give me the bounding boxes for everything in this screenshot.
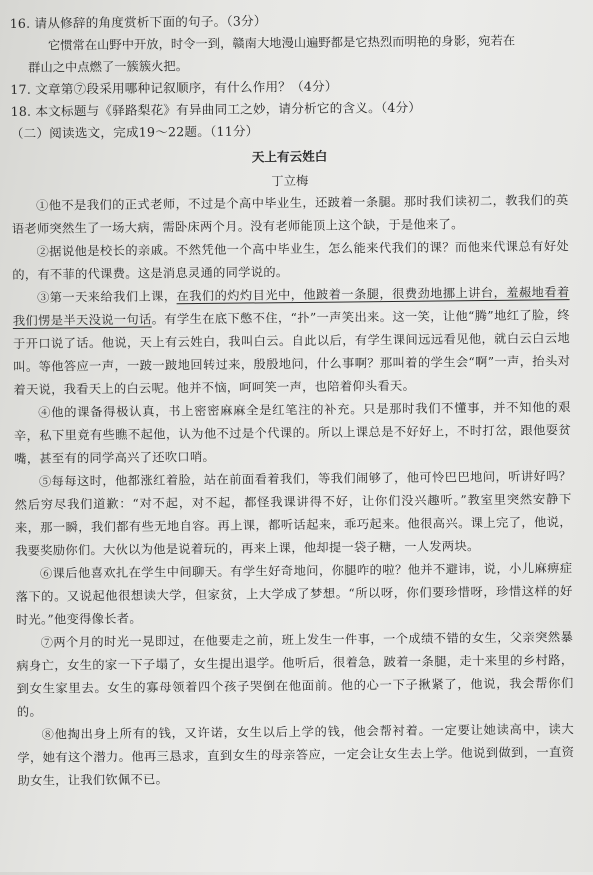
paragraph-8: ⑧他掏出身上所有的钱，又许诺，女生以后上学的钱，他会帮衬着。一定要让她读高中，读大学，她有这个潜力。他再三恳求，直到女生的母亲答应，一定会让女生去上学。他说到做到，一直资助女生，让我们钦佩不已。 xyxy=(17,722,575,788)
reading-section-header: （二）阅读选文，完成19～22题。（11分） xyxy=(10,123,259,141)
paragraph-3-start: ③第一天来给我们上课， xyxy=(36,289,177,305)
paragraph-3 xyxy=(12,281,570,402)
paragraph-1: ①他不是我们的正式老师，不过是个高中毕业生，还跛着一条腿。那时我们读初二，教我们的英语老师突然生了一场大病，需卧床两个月。没有老师能顶上这个缺，于是他来了。 xyxy=(11,193,569,236)
paragraph-5: ⑤每每这时，他都涨红着脸，站在前面看着我们，等我们闹够了，他可怜巴巴地问，听讲好吗？然后穷尽我们道歉：“对不起，对不起，都怪我课讲得不好，让你们没兴趣听。”教室里突然安静下来，那一瞬，我们都有些无地自容。再上课，都听话起来，乖巧起来。他很高兴。课上完了，他说，我要奖励你们。大伙以为他是说着玩的，再来上课，他却提一袋子糖，一人发两块。 xyxy=(14,469,572,558)
question-18: 18. 本文标题与《驿路梨花》有异曲同工之妙，请分析它的含义。（4分） xyxy=(10,99,422,119)
article-author: 丁立梅 xyxy=(271,173,309,189)
question-16-quote-line-1: 它惯常在山野中开放，时令一到，赣南大地漫山遍野都是它热烈而明艳的身影，宛若在 xyxy=(47,33,516,53)
underlined-sentence: 在我们的灼灼目光中，他跛着一条腿，很费劲地挪上讲台，羞赧地看着我们愣是半天没说一句话 xyxy=(12,285,570,328)
paragraph-6: ⑥课后他喜欢扎在学生中间聊天。有学生好奇地问，你腿咋的啦？他并不避讳，说，小儿麻痹症落下的。又说起他很想读大学，但家贫，上大学成了梦想。“所以呀，你们要珍惜呀，珍惜这样的好时光。”他变得像长者。 xyxy=(15,561,573,627)
question-17: 17. 文章第⑦段采用哪种记叙顺序，有什么作用？（4分） xyxy=(10,78,338,97)
paragraph-7: ⑦两个月的时光一晃即过，在他要走之前，班上发生一件事，一个成绩不错的女生，父亲突然暴病身亡，女生的家一下子塌了，女生提出退学。他听后，很着急，跛着一条腿，走十来里的乡村路，到女生家里去。女生的寡母领着四个孩子哭倒在他面前。他的心一下子揪紧了，他说，我会帮你们的。 xyxy=(16,630,574,719)
paragraph-3-rest: 。有学生在底下憋不住，“扑”一声笑出来。这一笑，让他“腾”地红了脸，终于开口说了话。他说，天上有云姓白，我叫白云。自此以后，有学生课间远远看见他，就白云白云地叫。等他答应一声，一跛一跛地回转过来，殷殷地问，什么事啊？那叫着的学生会“啊”一声，抬头对着天说，我看天上的白云呢。他并不恼，呵呵笑一声，也陪着仰头看天。 xyxy=(12,308,571,397)
paragraph-2: ②据说他是校长的亲戚。不然凭他一个高中毕业生，怎么能来代我们的课？而他来代课总有好处的，有不菲的代课费。这是消息灵通的同学说的。 xyxy=(12,239,570,282)
article-title: 天上有云姓白 xyxy=(251,148,328,165)
question-16: 16. 请从修辞的角度赏析下面的句子。（3分） xyxy=(9,13,267,31)
question-16-quote-line-2: 群山之中点燃了一簇簇火把。 xyxy=(28,59,189,75)
article-body xyxy=(11,189,574,793)
paragraph-4: ④他的课备得极认真，书上密密麻麻全是红笔注的补充。只是那时我们不懂事，并不知他的艰辛，私下里竟有些瞧不起他，认为他不过是个代课的。所以上课总是不好好上，不时打岔，跟他耍贫嘴，甚至有的同学高兴了还吹口哨。 xyxy=(13,400,572,466)
